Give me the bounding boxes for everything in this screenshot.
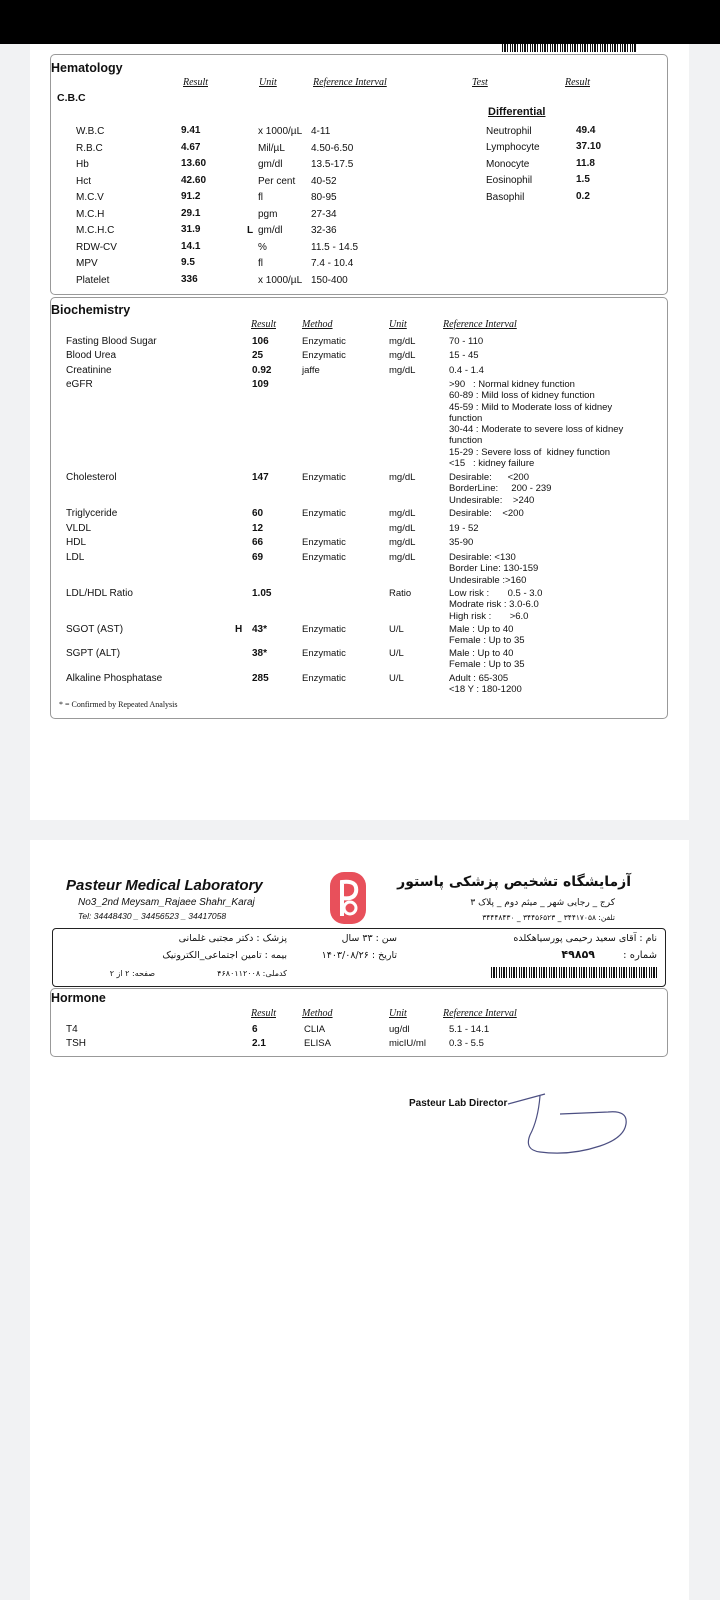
test-reference: 0.3 - 5.5: [449, 1038, 484, 1049]
test-reference: Low risk : 0.5 - 3.0 Modrate risk : 3.0-6.0 High risk : >6.0: [449, 588, 543, 622]
test-result: 4.67: [181, 142, 201, 153]
differential-title: Differential: [488, 106, 546, 118]
test-result: 0.92: [252, 365, 272, 376]
test-name: RDW-CV: [76, 242, 117, 253]
flag-badge: L: [247, 225, 254, 236]
col-header-method: Method: [302, 1008, 333, 1019]
test-unit: fl: [258, 192, 263, 203]
test-name: Hct: [76, 176, 91, 187]
differential-name: Basophil: [486, 192, 525, 203]
test-name: W.B.C: [76, 126, 105, 137]
test-name: Blood Urea: [66, 350, 117, 361]
col-header-unit: Unit: [259, 77, 277, 88]
test-reference: Male : Up to 40 Female : Up to 35: [449, 624, 525, 647]
test-name: MPV: [76, 258, 98, 269]
test-unit: mg/dL: [389, 523, 416, 534]
lab-name-fa: آزمایشگاه تشخیص پزشکی پاستور: [397, 874, 631, 890]
test-reference: 32-36: [311, 225, 337, 236]
test-unit: gm/dl: [258, 159, 283, 170]
test-reference: Male : Up to 40 Female : Up to 35: [449, 648, 525, 671]
test-reference: >90 : Normal kidney function 60-89 : Mild loss of kidney function 45-59 : Mild to Moderate loss of kidney function 30-44 : Moderate to severe loss of kidney function 15-29 : Severe loss of kidney function <15 : kidney failure: [449, 379, 624, 470]
hormone-section: [50, 988, 668, 1057]
test-unit: mg/dL: [389, 472, 416, 483]
test-method: CLIA: [304, 1024, 326, 1035]
test-method: Enzymatic: [302, 336, 346, 347]
test-reference: Desirable: <130 Border Line: 130-159 Undesirable :>160: [449, 552, 539, 586]
flag-badge: H: [235, 624, 243, 635]
test-result: 25: [252, 350, 264, 361]
differential-name: Neutrophil: [486, 126, 532, 137]
section-title: Biochemistry: [51, 303, 131, 317]
test-name: Hb: [76, 159, 89, 170]
differential-result: 0.2: [576, 191, 590, 202]
test-name: Platelet: [76, 275, 110, 286]
test-method: jaffe: [302, 365, 320, 376]
test-unit: mg/dL: [389, 365, 416, 376]
test-reference: 7.4 - 10.4: [311, 258, 354, 269]
differential-name: Eosinophil: [486, 175, 533, 186]
report-page-2: [30, 840, 689, 1600]
test-unit: Mil/µL: [258, 143, 285, 154]
biochemistry-section: [50, 297, 668, 719]
national-code: کدملی: ۴۶۸۰۱۱۲۰۰۸: [217, 969, 287, 978]
test-result: 43*: [252, 624, 268, 635]
test-reference: 15 - 45: [449, 350, 479, 361]
test-result: 1.05: [252, 588, 272, 599]
test-result: 13.60: [181, 158, 207, 169]
test-reference: 0.4 - 1.4: [449, 365, 484, 376]
test-method: Enzymatic: [302, 350, 346, 361]
patient-info-box: [52, 928, 666, 987]
differential-result: 37.10: [576, 141, 602, 152]
test-result: 9.5: [181, 257, 195, 268]
test-name: SGOT (AST): [66, 624, 124, 635]
test-reference: Desirable: <200: [449, 508, 524, 519]
test-unit: mg/dL: [389, 552, 416, 563]
lab-tel-fa: تلفن: ۳۴۴۱۷۰۵۸ _ ۳۴۴۵۶۵۲۳ _ ۳۴۴۴۸۴۳۰: [482, 913, 615, 922]
hematology-section: [50, 54, 668, 295]
test-name: M.C.H.C: [76, 225, 115, 236]
test-unit: ug/dl: [389, 1024, 410, 1035]
lab-name-en: Pasteur Medical Laboratory: [66, 877, 263, 894]
test-method: Enzymatic: [302, 508, 346, 519]
insurance: بیمه : تامین اجتماعی_الکترونیک: [162, 950, 287, 961]
test-name: Alkaline Phosphatase: [66, 673, 163, 684]
col-header-ref: Reference Interval: [313, 77, 387, 88]
test-reference: 70 - 110: [449, 336, 484, 347]
test-unit: pgm: [258, 209, 278, 220]
test-reference: 5.1 - 14.1: [449, 1024, 490, 1035]
test-name: M.C.V: [76, 192, 104, 203]
footnote: * = Confirmed by Repeated Analysis: [59, 700, 178, 709]
test-reference: Desirable: <200 BorderLine: 200 - 239 Undesirable: >240: [449, 472, 552, 506]
test-result: 106: [252, 336, 269, 347]
test-reference: 27-34: [311, 209, 337, 220]
test-result: 336: [181, 274, 198, 285]
test-unit: Per cent: [258, 176, 296, 187]
test-result: 69: [252, 552, 264, 563]
test-unit: mg/dL: [389, 537, 416, 548]
differential-result: 11.8: [576, 158, 595, 169]
test-method: Enzymatic: [302, 472, 346, 483]
col-header-unit: Unit: [389, 1008, 407, 1019]
test-name: eGFR: [66, 379, 93, 390]
test-result: 29.1: [181, 208, 201, 219]
test-name: TSH: [66, 1038, 86, 1049]
test-reference: 150-400: [311, 275, 348, 286]
test-result: 42.60: [181, 175, 207, 186]
test-unit: Ratio: [389, 588, 412, 599]
test-name: Cholesterol: [66, 472, 117, 483]
test-result: 2.1: [252, 1038, 266, 1049]
doctor-name: پزشک : دکتر مجتبی غلمانی: [178, 933, 287, 944]
test-unit: gm/dl: [258, 225, 283, 236]
test-name: R.B.C: [76, 143, 103, 154]
section-title: Hematology: [51, 61, 123, 75]
test-name: SGPT (ALT): [66, 648, 121, 659]
test-unit: x 1000/µL: [258, 275, 303, 286]
test-name: M.C.H: [76, 209, 105, 220]
page-number: صفحه: ۲ از ۲: [109, 969, 155, 978]
test-method: Enzymatic: [302, 648, 346, 659]
lab-address-en: No3_2nd Meysam_Rajaee Shahr_Karaj: [78, 897, 255, 908]
test-unit: mg/dL: [389, 508, 416, 519]
report-date: تاریخ : ۱۴۰۳/۰۸/۲۶: [321, 950, 397, 961]
lab-tel-en: Tel: 34448430 _ 34456523 _ 34417058: [78, 911, 227, 921]
test-reference: 13.5-17.5: [311, 159, 354, 170]
test-method: Enzymatic: [302, 624, 346, 635]
patient-number: ۴۹۸۵۹: [561, 948, 595, 961]
test-name: VLDL: [66, 523, 92, 534]
differential-name: Monocyte: [486, 159, 530, 170]
test-name: Triglyceride: [66, 508, 118, 519]
barcode-top: [502, 44, 636, 52]
test-reference: 80-95: [311, 192, 337, 203]
test-name: T4: [66, 1024, 78, 1035]
test-result: 285: [252, 673, 269, 684]
test-unit: x 1000/µL: [258, 126, 303, 137]
test-result: 12: [252, 523, 264, 534]
test-method: ELISA: [304, 1038, 331, 1049]
test-name: HDL: [66, 537, 87, 548]
director-signature: [500, 1090, 640, 1160]
test-result: 14.1: [181, 241, 201, 252]
test-unit: micIU/ml: [389, 1038, 426, 1049]
patient-age: سن : ۳۳ سال: [341, 933, 397, 944]
barcode: [491, 967, 657, 978]
test-reference: Adult : 65-305 <18 Y : 180-1200: [449, 673, 522, 696]
col-header-unit: Unit: [389, 319, 407, 330]
test-reference: 35-90: [449, 537, 474, 548]
section-title: Hormone: [51, 991, 106, 1005]
test-unit: fl: [258, 258, 263, 269]
test-result: 147: [252, 472, 269, 483]
lab-address-fa: کرج _ رجایی شهر _ میثم دوم _ پلاک ۳: [470, 898, 615, 908]
test-unit: U/L: [389, 624, 404, 635]
col-header-test: Test: [472, 77, 488, 88]
test-result: 9.41: [181, 125, 201, 136]
test-name: Creatinine: [66, 365, 112, 376]
differential-name: Lymphocyte: [486, 142, 540, 153]
test-reference: 11.5 - 14.5: [311, 242, 359, 253]
test-name: LDL/HDL Ratio: [66, 588, 133, 599]
test-name: Fasting Blood Sugar: [66, 336, 157, 347]
col-header-ref: Reference Interval: [443, 319, 517, 330]
differential-result: 1.5: [576, 174, 590, 185]
test-name: LDL: [66, 552, 85, 563]
test-method: Enzymatic: [302, 673, 346, 684]
cbc-label: C.B.C: [57, 92, 86, 104]
test-unit: U/L: [389, 673, 404, 684]
test-unit: mg/dL: [389, 350, 416, 361]
test-result: 38*: [252, 648, 268, 659]
col-header-result-2: Result: [565, 77, 590, 88]
test-result: 91.2: [181, 191, 201, 202]
differential-result: 49.4: [576, 125, 596, 136]
test-result: 60: [252, 508, 264, 519]
test-unit: %: [258, 242, 267, 253]
director-label: Pasteur Lab Director: [409, 1098, 508, 1109]
lab-logo-icon: [328, 870, 368, 926]
col-header-method: Method: [302, 319, 333, 330]
test-method: Enzymatic: [302, 537, 346, 548]
test-result: 109: [252, 379, 269, 390]
col-header-result: Result: [251, 319, 276, 330]
test-reference: 4-11: [311, 126, 331, 137]
patient-name: نام : آقای سعید رحیمی پورسیاهکلده: [513, 933, 657, 944]
test-reference: 19 - 52: [449, 523, 479, 534]
test-result: 31.9: [181, 224, 201, 235]
col-header-ref: Reference Interval: [443, 1008, 517, 1019]
patient-number-label: شماره :: [623, 950, 657, 961]
test-result: 66: [252, 537, 264, 548]
test-reference: 4.50-6.50: [311, 143, 354, 154]
col-header-result: Result: [251, 1008, 276, 1019]
report-page-1: [30, 44, 689, 820]
status-bar: [0, 0, 720, 44]
col-header-result: Result: [183, 77, 208, 88]
test-method: Enzymatic: [302, 552, 346, 563]
test-result: 6: [252, 1024, 258, 1035]
test-reference: 40-52: [311, 176, 337, 187]
test-unit: mg/dL: [389, 336, 416, 347]
test-unit: U/L: [389, 648, 404, 659]
